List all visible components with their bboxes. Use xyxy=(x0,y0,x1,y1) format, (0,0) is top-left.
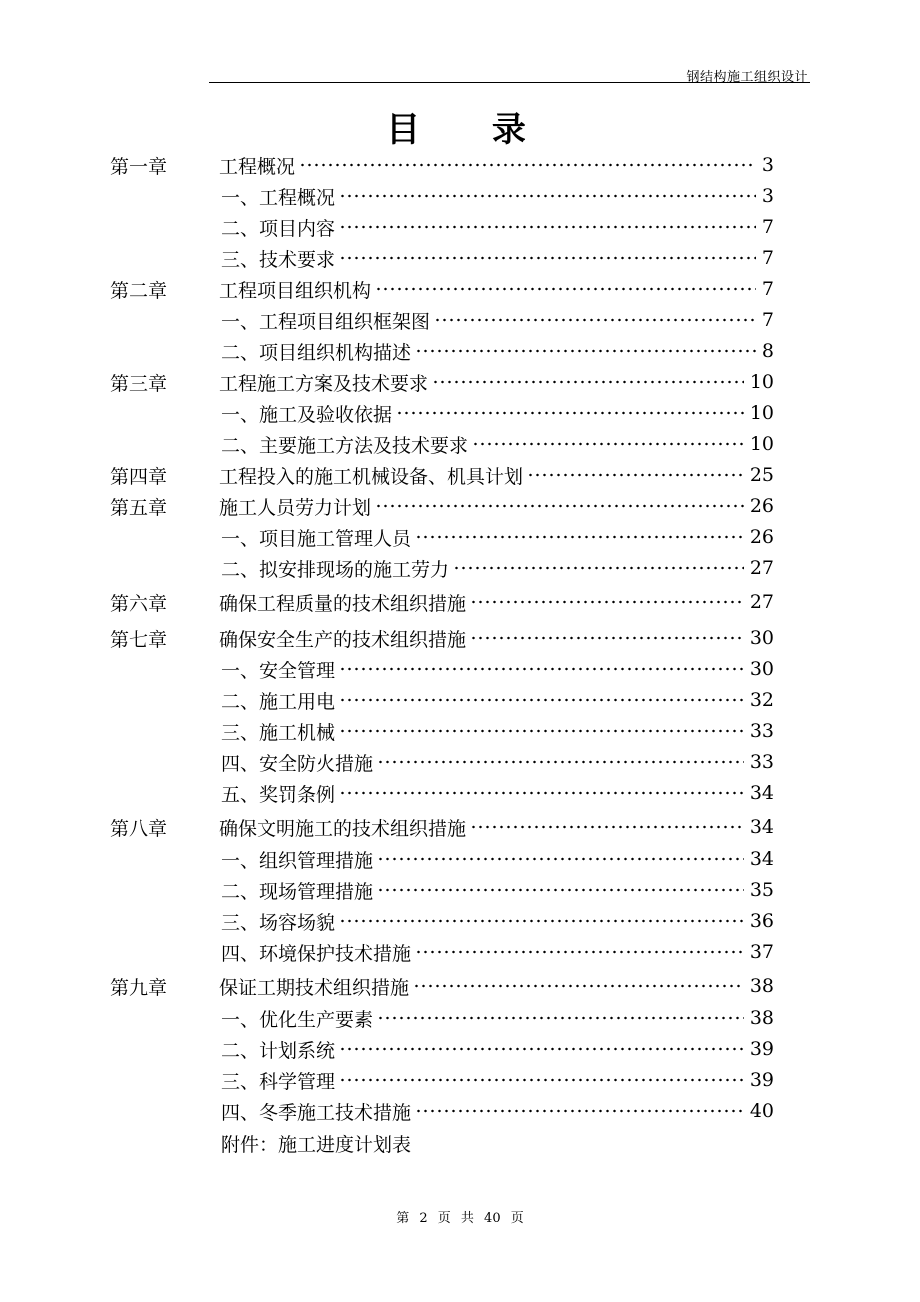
toc-entry[interactable] xyxy=(219,493,774,520)
dot-leader xyxy=(396,410,744,416)
dot-leader xyxy=(299,162,756,168)
toc-entry-text: 四、安全防火措施 xyxy=(221,752,374,775)
toc-entry[interactable] xyxy=(219,656,774,683)
dot-leader xyxy=(339,697,744,703)
toc-entry-text: 工程项目组织机构 xyxy=(219,279,372,302)
toc-page-number: 37 xyxy=(749,941,774,963)
toc-entry-text: 一、工程项目组织框架图 xyxy=(221,310,431,333)
toc-page-number: 10 xyxy=(749,371,774,393)
toc-entry-text: 四、冬季施工技术措施 xyxy=(221,1101,412,1124)
toc-chapter-label: 第一章 xyxy=(110,155,168,178)
page-header-title: 钢结构施工组织设计 xyxy=(686,70,808,85)
toc-row xyxy=(110,494,774,518)
toc-page-number: 7 xyxy=(761,309,774,331)
toc-page-number: 40 xyxy=(749,1100,774,1122)
page-title: 目 录 xyxy=(386,110,556,150)
toc-row xyxy=(110,308,774,332)
dot-leader xyxy=(375,286,756,292)
toc-row xyxy=(110,463,774,487)
toc-entry[interactable] xyxy=(219,846,774,873)
toc-page-number: 27 xyxy=(749,591,774,613)
page-footer: 第 2 页 共 40 页 xyxy=(396,1211,524,1226)
toc-chapter-label: 第三章 xyxy=(110,372,168,395)
toc-row xyxy=(110,153,774,177)
toc-row xyxy=(110,1068,774,1092)
toc-entry[interactable] xyxy=(219,152,774,179)
toc-page-number: 10 xyxy=(749,402,774,424)
toc-row xyxy=(110,626,774,650)
toc-entry-text: 三、施工机械 xyxy=(221,721,336,744)
toc-page-number: 7 xyxy=(761,247,774,269)
toc-page-number: 33 xyxy=(749,720,774,742)
dot-leader xyxy=(415,348,756,354)
toc-row xyxy=(110,909,774,933)
toc-row xyxy=(110,401,774,425)
toc-entry-text: 保证工期技术组织措施 xyxy=(219,976,410,999)
toc-entry-text: 确保文明施工的技术组织措施 xyxy=(219,817,467,840)
toc-chapter-label: 第六章 xyxy=(110,592,168,615)
toc-entry-text: 一、优化生产要素 xyxy=(221,1008,374,1031)
dot-leader xyxy=(415,949,744,955)
toc-page-number: 32 xyxy=(749,689,774,711)
toc-row xyxy=(110,215,774,239)
toc-chapter-label: 第四章 xyxy=(110,465,168,488)
toc-page-number: 34 xyxy=(749,782,774,804)
toc-row xyxy=(110,974,774,998)
dot-leader xyxy=(377,759,744,765)
toc-entry-text: 二、计划系统 xyxy=(221,1039,336,1062)
toc-page-number: 3 xyxy=(761,185,774,207)
toc-entry[interactable] xyxy=(219,814,774,841)
toc-entry[interactable] xyxy=(219,524,774,551)
dot-leader xyxy=(472,441,744,447)
toc-page-number: 8 xyxy=(761,340,774,362)
toc-chapter-label: 第五章 xyxy=(110,496,168,519)
dot-leader xyxy=(339,790,744,796)
dot-leader xyxy=(339,918,744,924)
toc-entry-text: 一、安全管理 xyxy=(221,659,336,682)
toc-entry-text: 一、工程概况 xyxy=(221,186,336,209)
toc-row xyxy=(110,1006,774,1030)
dot-leader xyxy=(470,599,744,605)
toc-entry[interactable] xyxy=(219,338,774,365)
toc-page-number: 7 xyxy=(761,216,774,238)
toc-entry[interactable] xyxy=(219,400,774,427)
dot-leader xyxy=(470,635,744,641)
toc-page-number: 26 xyxy=(749,526,774,548)
toc-page-number: 38 xyxy=(749,975,774,997)
dot-leader xyxy=(415,534,744,540)
toc-row xyxy=(110,525,774,549)
toc-chapter-label: 第八章 xyxy=(110,817,168,840)
toc-page-number: 10 xyxy=(749,433,774,455)
toc-row xyxy=(110,878,774,902)
toc-entry-text: 二、项目组织机构描述 xyxy=(221,341,412,364)
dot-leader xyxy=(527,472,744,478)
toc-row xyxy=(110,847,774,871)
toc-page-number: 38 xyxy=(749,1007,774,1029)
toc-entry-text: 施工人员劳力计划 xyxy=(219,496,372,519)
dot-leader xyxy=(432,379,744,385)
dot-leader xyxy=(339,666,744,672)
toc-row xyxy=(110,556,774,580)
toc-row xyxy=(110,590,774,614)
dot-leader xyxy=(339,255,756,261)
toc-entry[interactable] xyxy=(219,1098,774,1125)
toc-row xyxy=(110,688,774,712)
toc-entry[interactable] xyxy=(219,276,774,303)
toc-entry[interactable] xyxy=(219,431,774,458)
toc-entry-text: 三、场容场貌 xyxy=(221,911,336,934)
toc-page-number: 39 xyxy=(749,1069,774,1091)
toc-entry[interactable] xyxy=(219,877,774,904)
toc-entry[interactable] xyxy=(219,687,774,714)
toc-entry[interactable] xyxy=(219,973,774,1000)
toc-entry[interactable] xyxy=(219,214,774,241)
toc-row xyxy=(110,781,774,805)
toc-entry[interactable] xyxy=(219,307,774,334)
toc-page-number: 26 xyxy=(749,495,774,517)
toc-page-number: 34 xyxy=(749,848,774,870)
dot-leader xyxy=(339,193,756,199)
toc-entry[interactable] xyxy=(219,369,774,396)
toc-row xyxy=(110,184,774,208)
toc-page-number: 34 xyxy=(749,816,774,838)
toc-entry-text: 确保工程质量的技术组织措施 xyxy=(219,592,467,615)
toc-entry-text: 工程概况 xyxy=(219,155,296,178)
toc-entry-text: 二、项目内容 xyxy=(221,217,336,240)
toc-row xyxy=(110,657,774,681)
toc-entry-text: 五、奖罚条例 xyxy=(221,783,336,806)
toc-entry[interactable] xyxy=(219,749,774,776)
header-rule xyxy=(209,82,810,83)
toc-row xyxy=(110,1037,774,1061)
toc-row xyxy=(110,940,774,964)
toc-entry-text: 确保安全生产的技术组织措施 xyxy=(219,628,467,651)
toc-page-number: 30 xyxy=(749,627,774,649)
toc-entry-text: 工程投入的施工机械设备、机具计划 xyxy=(219,465,524,488)
toc-entry-text: 四、环境保护技术措施 xyxy=(221,942,412,965)
dot-leader xyxy=(470,824,744,830)
toc-row xyxy=(110,339,774,363)
toc-entry[interactable] xyxy=(219,589,774,616)
toc-row xyxy=(110,432,774,456)
dot-leader xyxy=(377,856,744,862)
dot-leader xyxy=(339,728,744,734)
toc-entry-text: 一、施工及验收依据 xyxy=(221,403,393,426)
toc-row xyxy=(110,370,774,394)
dot-leader xyxy=(339,1046,744,1052)
dot-leader xyxy=(377,887,744,893)
toc-page-number: 33 xyxy=(749,751,774,773)
toc-entry[interactable] xyxy=(219,625,774,652)
toc-entry-text: 二、施工用电 xyxy=(221,690,336,713)
toc-row xyxy=(110,246,774,270)
dot-leader xyxy=(375,503,744,509)
toc-entry[interactable] xyxy=(219,555,774,582)
toc-entry[interactable] xyxy=(219,718,774,745)
toc-row xyxy=(110,277,774,301)
toc-page-number: 39 xyxy=(749,1038,774,1060)
toc-entry-text: 二、主要施工方法及技术要求 xyxy=(221,434,469,457)
toc-page-number: 30 xyxy=(749,658,774,680)
toc-chapter-label: 第九章 xyxy=(110,976,168,999)
toc-entry-text: 二、现场管理措施 xyxy=(221,880,374,903)
toc-page-number: 27 xyxy=(749,557,774,579)
toc-entry[interactable] xyxy=(219,1036,774,1063)
toc-entry[interactable] xyxy=(219,245,774,272)
toc-chapter-label: 第七章 xyxy=(110,628,168,651)
dot-leader xyxy=(434,317,756,323)
dot-leader xyxy=(453,565,744,571)
dot-leader xyxy=(339,224,756,230)
toc-page-number: 7 xyxy=(761,278,774,300)
toc-page-number: 3 xyxy=(761,154,774,176)
toc-entry-text: 一、项目施工管理人员 xyxy=(221,527,412,550)
toc-entry[interactable] xyxy=(219,780,774,807)
toc-entry[interactable] xyxy=(219,183,774,210)
toc-entry[interactable] xyxy=(219,1067,774,1094)
toc-entry[interactable] xyxy=(219,1005,774,1032)
toc-row xyxy=(110,719,774,743)
toc-entry-text: 工程施工方案及技术要求 xyxy=(219,372,429,395)
toc-page-number: 25 xyxy=(749,464,774,486)
toc-entry[interactable] xyxy=(219,939,774,966)
toc-row xyxy=(110,1099,774,1123)
dot-leader xyxy=(415,1108,744,1114)
toc-entry-text: 三、科学管理 xyxy=(221,1070,336,1093)
toc-entry-text: 三、技术要求 xyxy=(221,248,336,271)
toc-entry-text: 二、拟安排现场的施工劳力 xyxy=(221,558,450,581)
toc-row xyxy=(110,815,774,839)
toc-entry[interactable] xyxy=(219,462,774,489)
appendix-line: 附件：施工进度计划表 xyxy=(221,1134,412,1156)
dot-leader xyxy=(339,1077,744,1083)
dot-leader xyxy=(377,1015,744,1021)
toc-entry-text: 一、组织管理措施 xyxy=(221,849,374,872)
toc-chapter-label: 第二章 xyxy=(110,279,168,302)
toc-page-number: 36 xyxy=(749,910,774,932)
dot-leader xyxy=(413,983,744,989)
toc-row xyxy=(110,750,774,774)
toc-page-number: 35 xyxy=(749,879,774,901)
toc-entry[interactable] xyxy=(219,908,774,935)
